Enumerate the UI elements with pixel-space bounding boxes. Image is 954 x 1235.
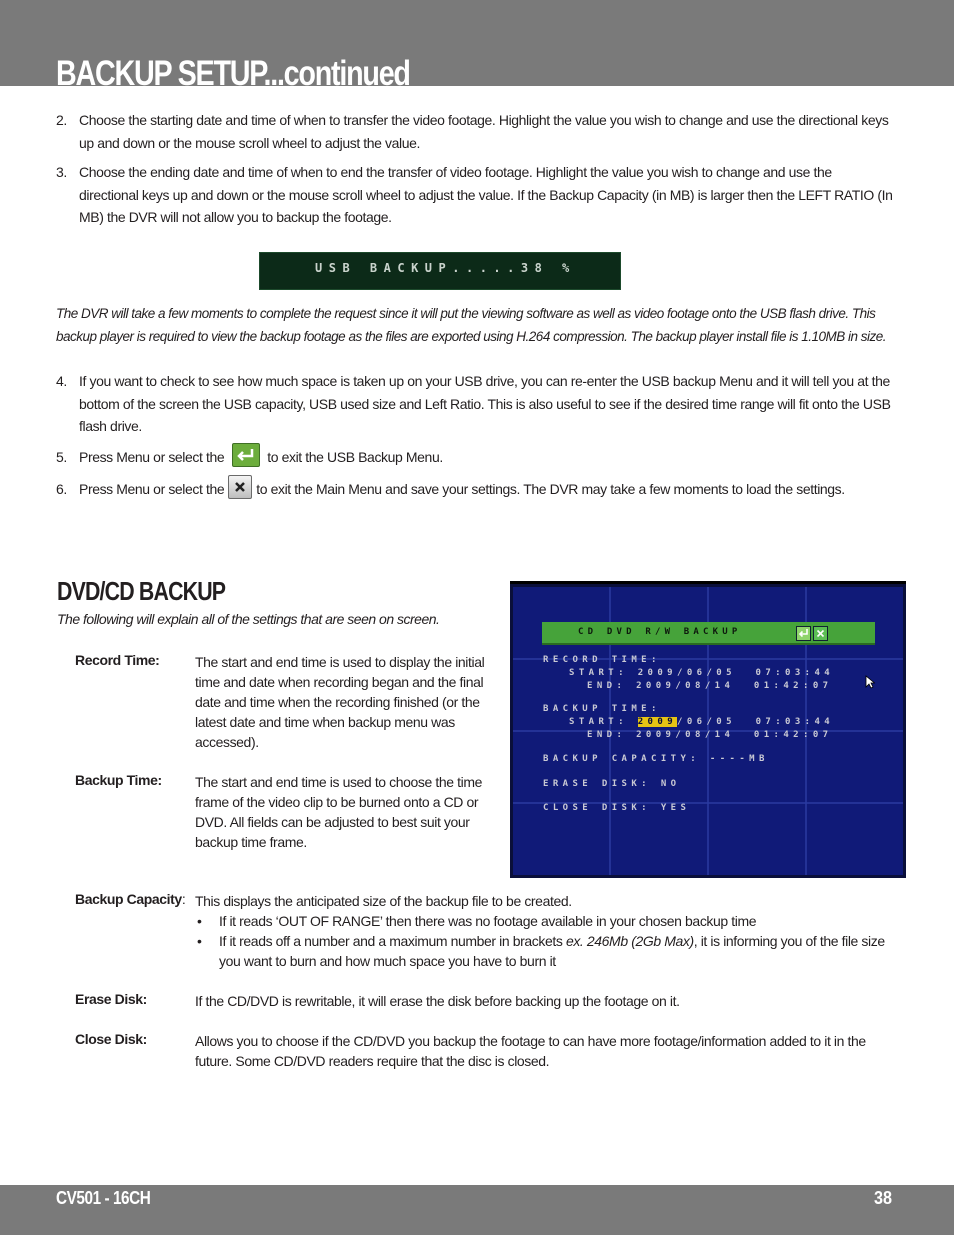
backup-capacity-bullets — [195, 911, 901, 971]
step-text: If you want to check to see how much space is taken up on your USB drive, you can re-enter the USB backup Menu and it will tell you at the bottom of the screen the USB capacity, USB used size and Left Ratio. This is also useful to see if the desired time range will fit onto the USB flash drive. — [79, 373, 891, 434]
step-text — [79, 446, 894, 470]
mouse-cursor-icon — [865, 675, 875, 689]
return-icon — [232, 443, 260, 467]
close-icon — [228, 475, 252, 499]
section-subtitle: The following will explain all of the settings that are seen on screen. — [57, 611, 440, 627]
usb-backup-progress-screenshot — [259, 252, 621, 290]
backup-capacity-description: This displays the anticipated size of the backup file to be created. — [195, 893, 572, 909]
dvr-backup-time-label: BACKUP TIME: — [543, 704, 661, 714]
step-text-before: Press Menu or select the — [79, 449, 225, 465]
dvd-backup-menu-screenshot — [510, 581, 906, 878]
backup-capacity-label-text: Backup Capacity — [75, 891, 182, 907]
dvr-close-disk[interactable]: CLOSE DISK: YES — [543, 803, 691, 813]
record-time-text: The start and end time is used to display the initial time and date when recording began and the final date and time when the recording finished (or the latest date and time when backup menu was accessed). — [195, 654, 485, 750]
close-disk-text: Allows you to choose if the CD/DVD you backup the footage to can have more footage/information added to it in the future. Some CD/DVD readers require that the disc is closed. — [195, 1033, 866, 1069]
dvr-record-start: START: 2009/06/05 07:03:44 — [569, 668, 835, 678]
page-number: 38 — [874, 1188, 893, 1208]
section-title: DVD/CD BACKUP — [57, 576, 226, 606]
step-number: 6. — [56, 481, 67, 497]
backup-time-text: The start and end time is used to choose the time frame of the video clip to be burned onto a CD or DVD. All fields can be adjusted to best suit your backup time frame. — [195, 774, 483, 850]
dvr-backup-start-rest[interactable]: /06/05 07:03:44 — [677, 717, 835, 727]
dvr-erase-disk[interactable]: ERASE DISK: NO — [543, 779, 681, 789]
step-number: 3. — [56, 164, 67, 180]
erase-disk-text: If the CD/DVD is rewritable, it will erase the disk before backing up the footage on it. — [195, 993, 680, 1009]
step-text: Choose the ending date and time of when to end the transfer of video footage. Highlight the value you wish to change and use the directional keys up and down or the mouse scroll wheel to adjust the value. If the Backup Capacity (in MB) is larger then the LEFT RATIO (In MB) the DVR will not allow you to backup the footage. — [79, 164, 893, 225]
backup-capacity-colon: : — [181, 891, 186, 907]
backup-player-note: The DVR will take a few moments to complete the request since it will put the viewing software as well as video footage onto the USB flash drive. This backup player is required to view the backup footage as the files are exported using H.264 compression. The backup player install file is 1.10MB in size. — [56, 306, 886, 344]
dvr-title: CD DVD R/W BACKUP — [578, 627, 742, 637]
bullet-out-of-range: • If it reads ‘OUT OF RANGE’ then there was no footage available in your chosen backup time — [195, 911, 901, 931]
step-text — [79, 478, 894, 502]
dvr-backup-start-label: START: — [569, 717, 638, 727]
bullet-max-size-example: ex. 246Mb (2Gb Max) — [565, 933, 694, 949]
dvr-backup-capacity: BACKUP CAPACITY: ----MB — [543, 754, 769, 764]
bullet-max-size — [195, 931, 901, 971]
step-number: 2. — [56, 112, 67, 128]
bullet-max-size-after: , it is informing you of the file size you want to burn and how much space you have to burn it — [219, 933, 885, 969]
step-text-after: to exit the Main Menu and save your settings. The DVR may take a few moments to load the settings. — [256, 481, 845, 497]
step-number: 5. — [56, 449, 67, 465]
step-text-after: to exit the USB Backup Menu. — [267, 449, 443, 465]
backup-capacity-label — [75, 891, 185, 907]
step-text-before: Press Menu or select the — [79, 481, 225, 497]
record-time-label: Record Time: — [75, 652, 160, 668]
footer-model: CV501 - 16CH — [56, 1188, 151, 1208]
usb-backup-progress-text: USB BACKUP.....38 % — [315, 261, 576, 275]
dvr-record-time-label: RECORD TIME: — [543, 655, 661, 665]
backup-time-label: Backup Time: — [75, 772, 162, 788]
step-number: 4. — [56, 373, 67, 389]
dvr-backup-start-year-field[interactable]: 2009 — [637, 717, 678, 727]
dvr-title-bar — [542, 622, 875, 645]
erase-disk-label: Erase Disk: — [75, 991, 147, 1007]
close-disk-label: Close Disk: — [75, 1031, 147, 1047]
dvr-close-icon[interactable] — [813, 626, 828, 641]
dvr-record-end: END: 2009/08/14 01:42:07 — [587, 681, 833, 691]
dvr-return-icon[interactable] — [796, 626, 811, 641]
page-title: BACKUP SETUP...continued — [56, 54, 410, 93]
backup-capacity-text — [195, 891, 901, 971]
step-text: Choose the starting date and time of when to transfer the video footage. Highlight the value you wish to change and use the directional keys up and down or the mouse scroll wheel to adjust the value. — [79, 112, 889, 151]
dvr-backup-start — [569, 717, 834, 727]
bullet-max-size-before: If it reads off a number and a maximum number in brackets — [219, 933, 566, 949]
dvr-backup-end[interactable]: END: 2009/08/14 01:42:07 — [587, 730, 833, 740]
